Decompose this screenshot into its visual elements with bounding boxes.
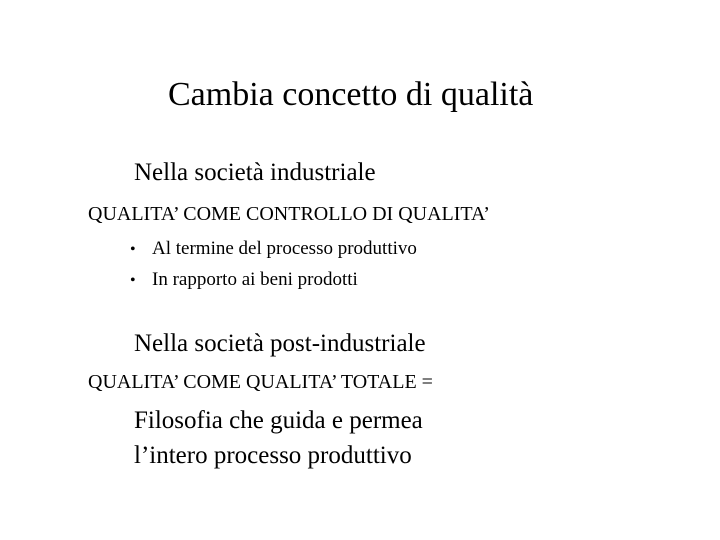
- total-quality-description: [134, 403, 423, 473]
- bullet-icon: •: [130, 241, 136, 258]
- bullet-text: Al termine del processo produttivo: [152, 238, 417, 259]
- post-industrial-society-heading: Nella società post-industriale: [134, 330, 426, 357]
- description-line: l’intero processo produttivo: [134, 442, 412, 469]
- bullet-icon: •: [130, 272, 136, 289]
- list-item: [130, 265, 417, 296]
- industrial-bullet-list: [130, 234, 417, 296]
- description-line: Filosofia che guida e permea: [134, 407, 423, 434]
- industrial-society-heading: Nella società industriale: [134, 159, 376, 186]
- bullet-text: In rapporto ai beni prodotti: [152, 269, 358, 290]
- quality-control-definition: QUALITA’ COME CONTROLLO DI QUALITA’: [88, 203, 490, 225]
- list-item: [130, 234, 417, 265]
- total-quality-definition: QUALITA’ COME QUALITA’ TOTALE =: [88, 371, 433, 393]
- slide-title: Cambia concetto di qualità: [168, 76, 534, 113]
